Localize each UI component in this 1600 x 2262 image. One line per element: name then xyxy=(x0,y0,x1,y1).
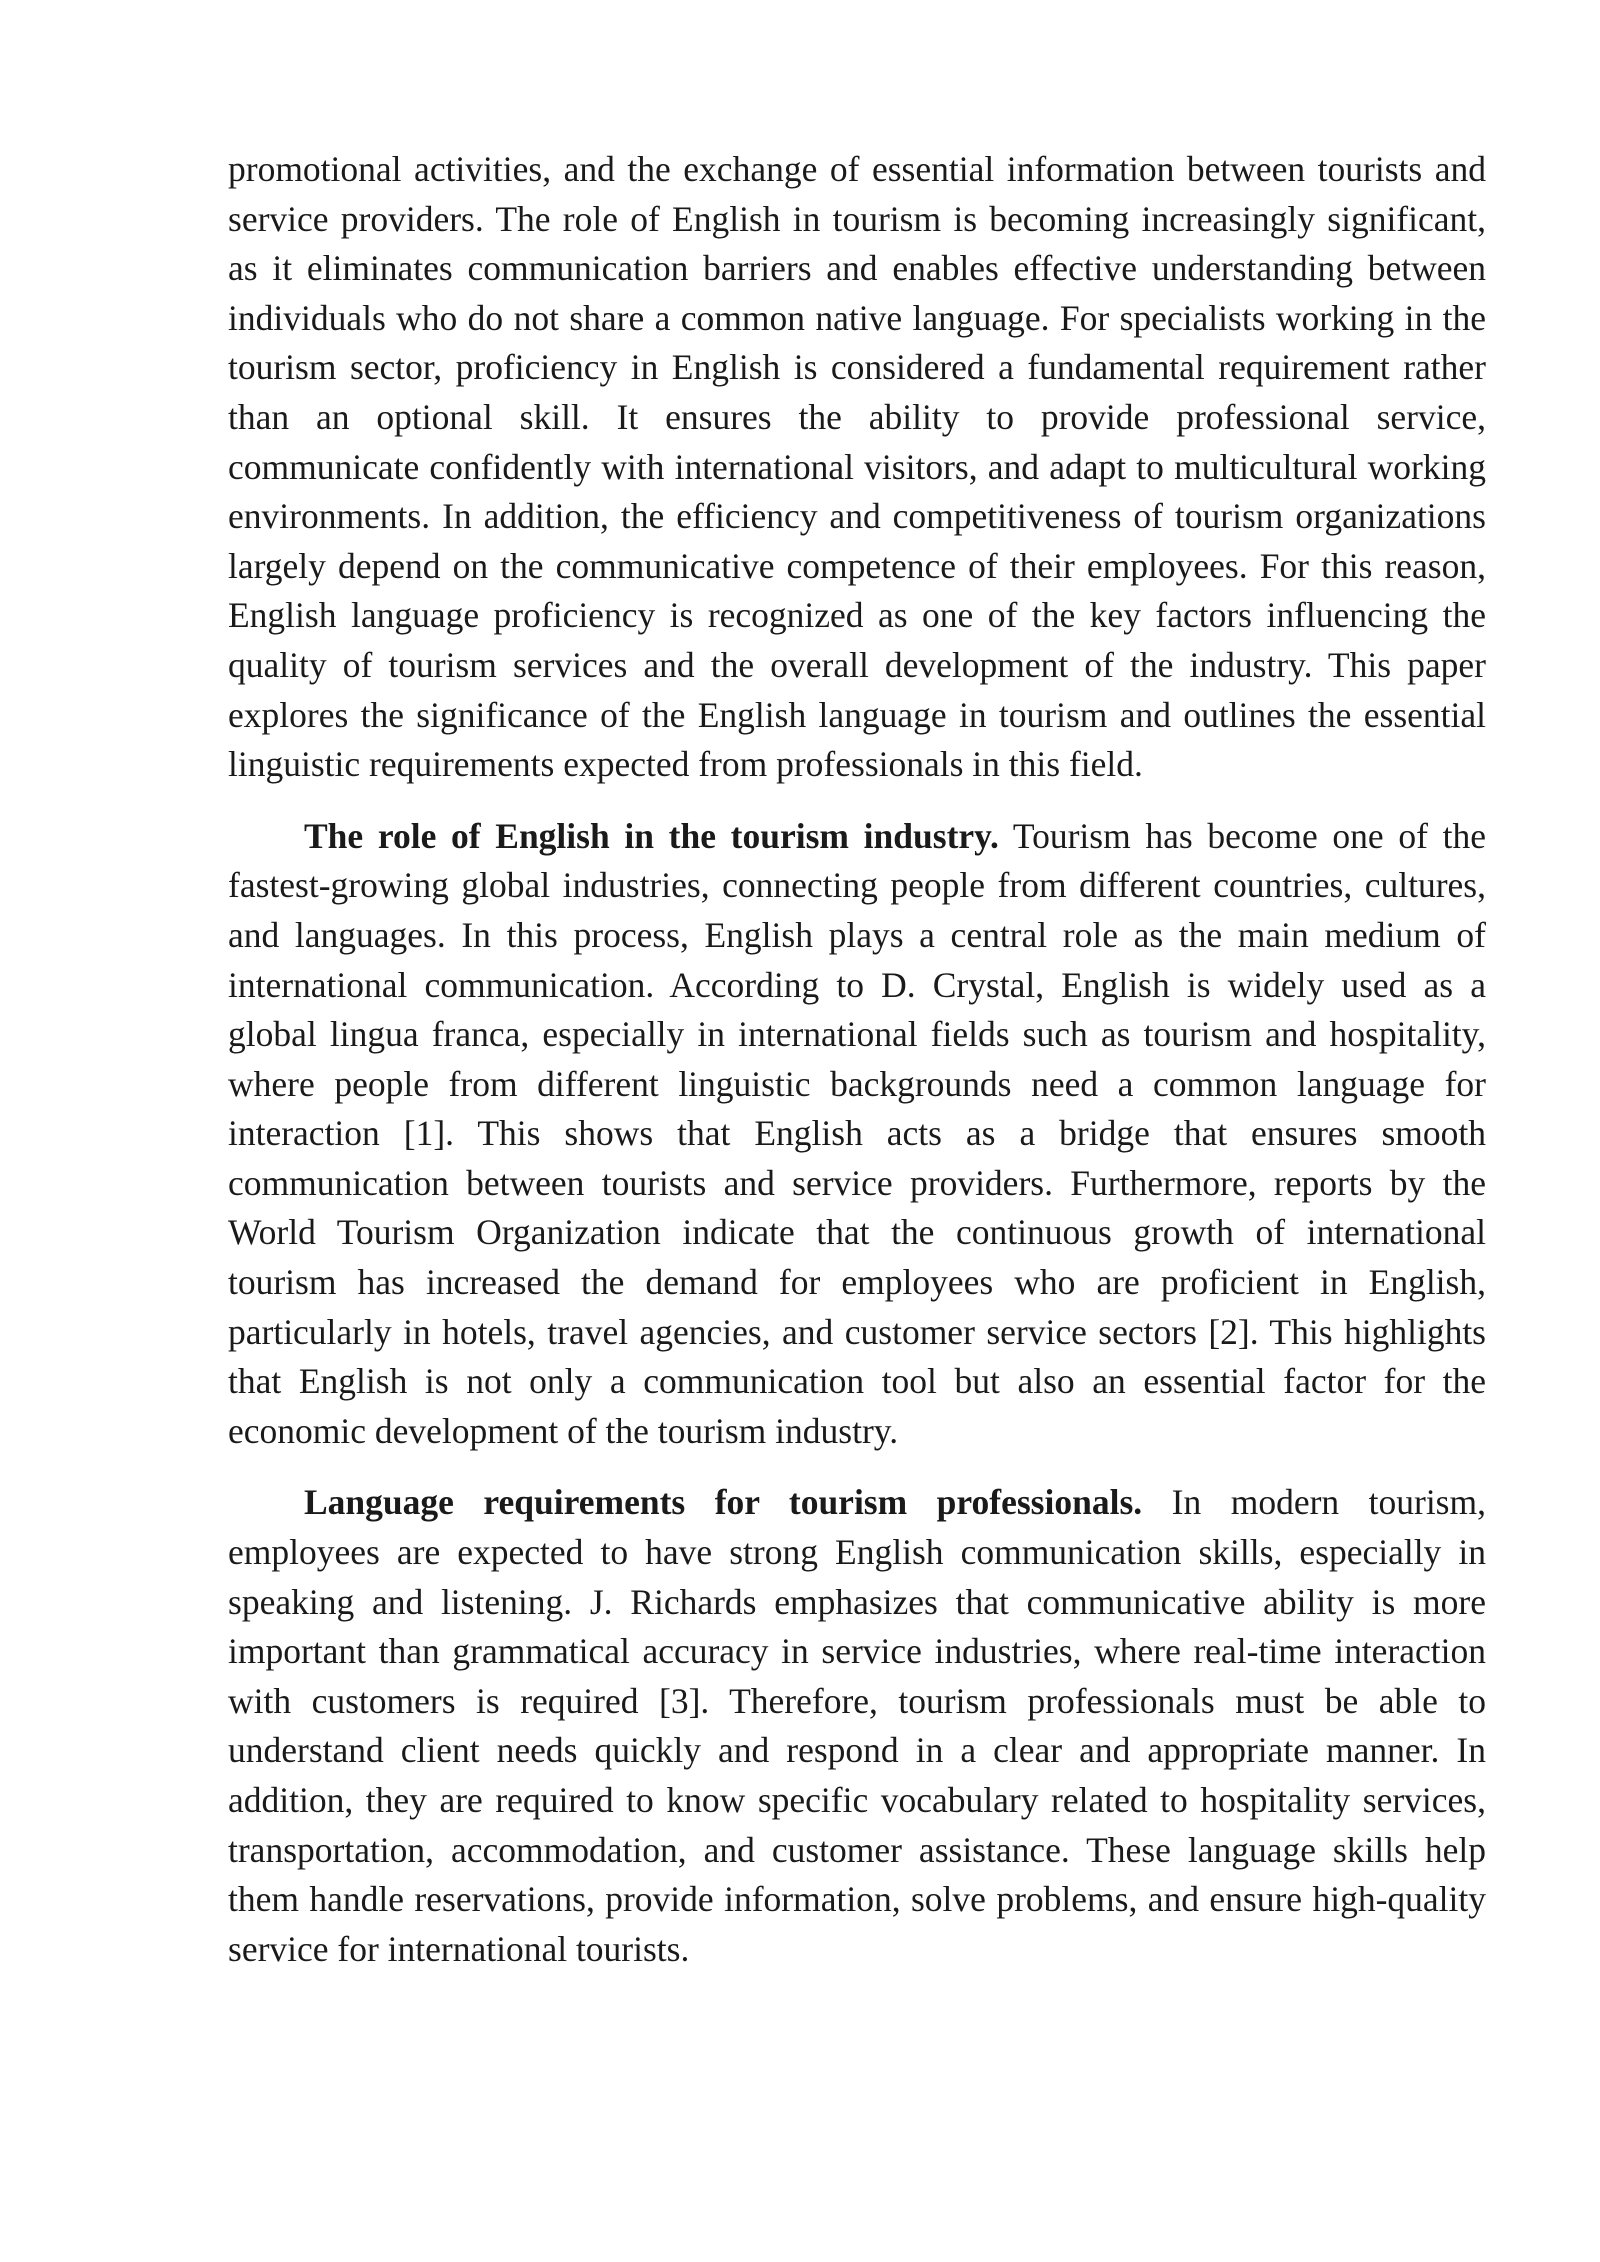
section-heading: Language requirements for tourism professionals. xyxy=(304,1482,1143,1523)
paragraph-text: promotional activities, and the exchange of essential information between tourists and service providers. The role of English in tourism is becoming increasingly significant, as it eliminates communication barriers and enables effective understanding between individuals who do not share a common native language. For specialists working in the tourism sector, proficiency in English is considered a fundamental requirement rather than an optional skill. It ensures the ability to provide professional service, communicate confidently with international visitors, and adapt to multicultural working environments. In addition, the efficiency and competitiveness of tourism organizations largely depend on the communicative competence of their employees. For this reason, English language proficiency is recognized as one of the key factors influencing the quality of tourism services and the overall development of the industry. This paper explores the significance of the English language in tourism and outlines the essential linguistic requirements expected from professionals in this field. xyxy=(228,149,1486,785)
paragraph-text: In modern tourism, employees are expected to have strong English communication skills, especially in speaking and listening. J. Richards emphasizes that communicative ability is more important than grammatical accuracy in service industries, where real-time interaction with customers is required [3]. Therefore, tourism professionals must be able to understand client needs quickly and respond in a clear and appropriate manner. In addition, they are required to know specific vocabulary related to hospitality services, transportation, accommodation, and customer assistance. These language skills help them handle reservations, provide information, solve problems, and ensure high-quality service for international tourists. xyxy=(228,1482,1486,1969)
section-heading: The role of English in the tourism industry. xyxy=(304,815,999,856)
document-page xyxy=(228,145,1486,1974)
paragraph-language-requirements xyxy=(228,1478,1486,1974)
paragraph-intro-continuation xyxy=(228,145,1486,790)
paragraph-role-of-english xyxy=(228,812,1486,1457)
paragraph-text: Tourism has become one of the fastest-growing global industries, connecting people from different countries, cultures, and languages. In this process, English plays a central role as the main medium of international communication. According to D. Crystal, English is widely used as a global lingua franca, especially in international fields such as tourism and hospitality, where people from different linguistic backgrounds need a common language for interaction [1]. This shows that English acts as a bridge that ensures smooth communication between tourists and service providers. Furthermore, reports by the World Tourism Organization indicate that the continuous growth of international tourism has increased the demand for employees who are proficient in English, particularly in hotels, travel agencies, and customer service sectors [2]. This highlights that English is not only a communication tool but also an essential factor for the economic development of the tourism industry. xyxy=(228,815,1486,1451)
